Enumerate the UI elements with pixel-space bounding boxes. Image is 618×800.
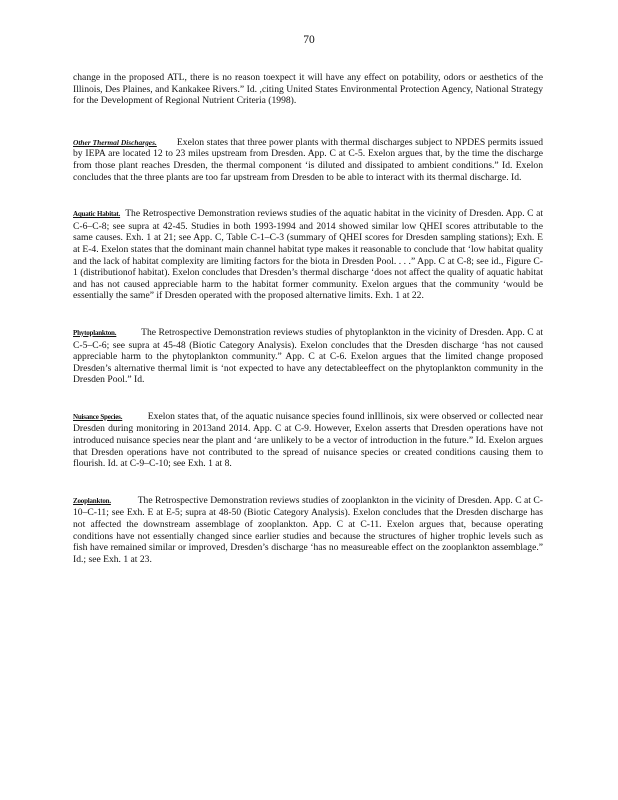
paragraph-text: change in the proposed ATL, there is no reason toexpect it will have any effect on potability, odors or aesthetics of the Illinois, Des Plaines, and Kankakee Rivers.” Id. ,citing United States Environmental Protection Agency, National Strategy for the Development of Regional Nutrient Criteria (1998). [73,72,543,107]
paragraph-aquatic-habitat [73,208,543,302]
paragraph-text: The Retrospective Demonstration reviews studies of zooplankton in the vicinity of Dresden. App. C at C-10–C-11; see Exh. E at E-5; supra at 48-50 (Biotic Category Analysis). Exelon concludes that the Dresden discharge has not affected the downstream assemblage of zooplankton. App. C at C-11. Exelon argues that, because operating conditions have not essentially changed since earlier studies and because the structures of higher trophic levels such as fish have remained similar or improved, Dresden’s discharge ‘has no measureable effect on the zooplankton assemblage.” Id.; see Exh. 1 at 23. [73,494,543,565]
paragraph-phytoplankton [73,327,543,386]
section-heading: Zooplankton. [73,496,111,505]
paragraph-text: The Retrospective Demonstration reviews studies of the aquatic habitat in the vicinity of Dresden. App. C at C-6–C-8; see supra at 42-45. Studies in both 1993-1994 and 2014 showed similar low QHEI scores attributable to the same causes. Exh. 1 at 21; see App. C, Table C-1–C-3 (summary of QHEI scores for Dresden sampling stations); Exh. E at E-4. Exelon states that the dominant main channel habitat type makes it reasonable to conclude that ‘low habitat quality and the lack of habitat complexity are limiting factors for the biota in Dresden Pool. . . .” App. C at C-8; see id., Figure C-1 (distributionof habitat). Exelon concludes that Dresden’s thermal discharge ‘does not affect the quality of aquatic habitat and has not caused appreciable harm to the habitat former community. Exelon argues that the community ‘would be essentially the same” if Dresden operated with the proposed alternative limits. Exh. 1 at 22. [73,208,543,302]
page-number: 70 [303,34,315,46]
paragraph-text: The Retrospective Demonstration reviews studies of phytoplankton in the vicinity of Dresden. App. C at C-5–C-6; see supra at 45-48 (Biotic Category Analysis). Exelon concludes that the Dresden discharge ‘has not caused appreciable harm to the phytoplankton community.” App. C at C-6. Exelon argues that the limited change proposed Dresden’s alternative thermal limit is ‘not expected to have any detectableeffect on the phytoplankton community in the Dresden Pool.” Id. [73,326,543,386]
paragraph-other-thermal-discharges [73,137,543,183]
paragraph-nuisance-species [73,411,543,470]
section-heading: Other Thermal Discharges. [73,137,157,147]
document-body [73,72,543,590]
section-heading: Aquatic Habitat. [73,210,121,219]
section-heading: Nuisance Species. [73,412,123,421]
paragraph-zooplankton [73,495,543,566]
section-heading: Phytoplankton. [73,328,117,337]
paragraph-text: Exelon states that three power plants with thermal discharges subject to NPDES permits issued by IEPA are located 12 to 23 miles upstream from Dresden. App. C at C-5. Exelon argues that, by the time the discharge from those plant reaches Dresden, the thermal component ‘is diluted and dissipated to ambient conditions.” Id. Exelon concludes that the three plants are too far upstream from Dresden to be able to interact with its thermal discharge. Id. [73,136,544,183]
paragraph-text: Exelon states that, of the aquatic nuisance species found inIllinois, six were observed or collected near Dresden during monitoring in 2013and 2014. App. C at C-9. However, Exelon asserts that Dresden operations have not introduced nuisance species near the plant and ‘are unlikely to be a vector of introduction in the future.” Id. Exelon argues that Dresden operations have not contributed to the spread of nuisance species or created conditions causing them to flourish. Id. at C-9–C-10; see Exh. 1 at 8. [73,410,544,470]
paragraph-atl-potability [73,72,543,107]
